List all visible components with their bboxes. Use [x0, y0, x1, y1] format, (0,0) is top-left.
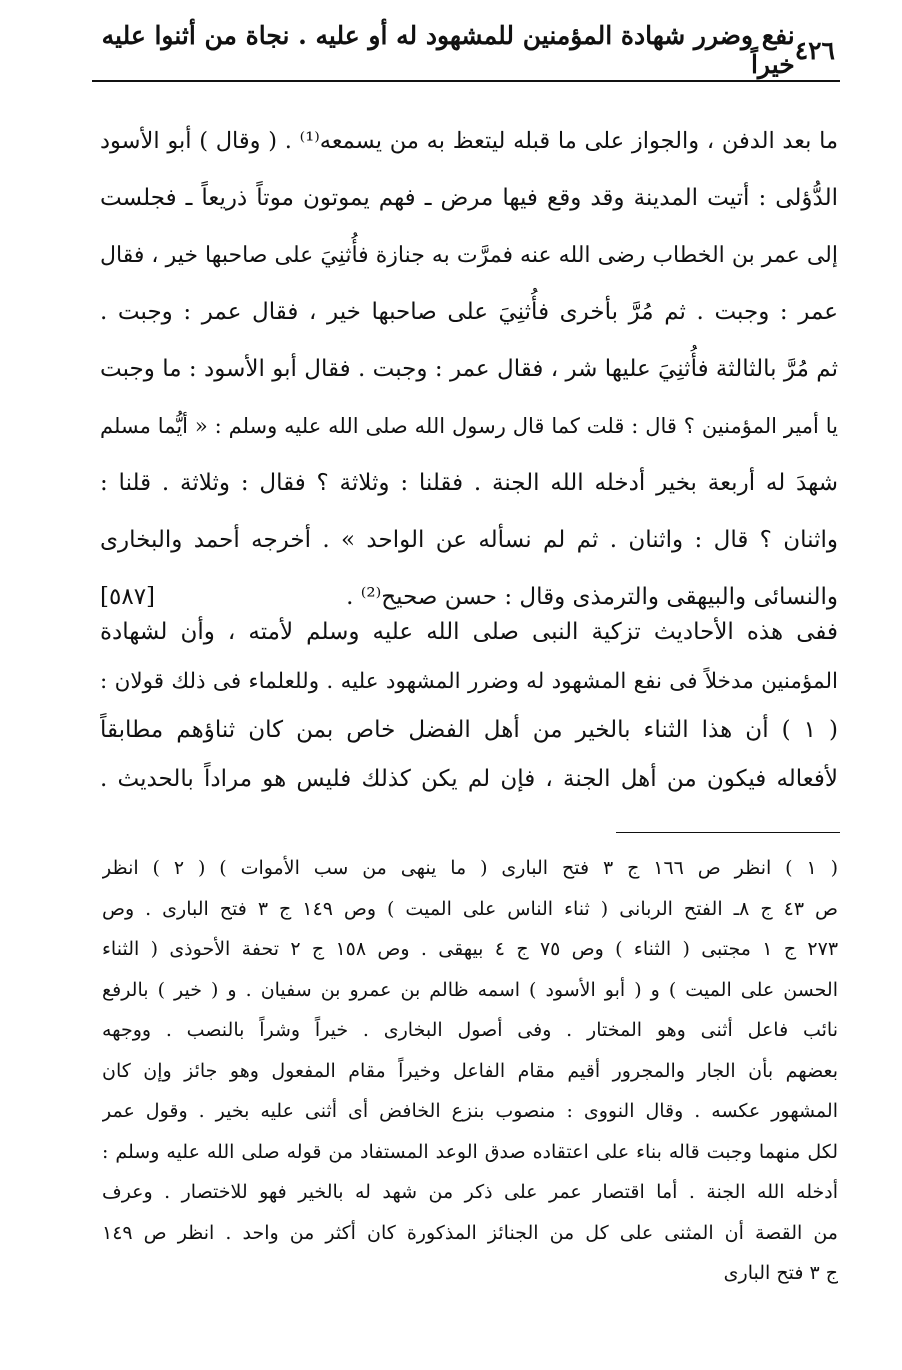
footnotes	[102, 848, 838, 1294]
footnote-line: نائب فاعل أثنى وهو المختار . وفى أصول البخارى . خيراً وشراً بالنصب . ووجهه	[102, 1019, 838, 1041]
commentary-line: ففى هذه الأحاديث تزكية النبى صلى الله عليه وسلم لأمته ، وأن لشهادة	[100, 619, 838, 645]
text-line: شهدَ له أربعة بخير أدخله الله الجنة . فقلنا : وثلاثة ؟ فقال : وثلاثة . قلنا :	[100, 470, 838, 496]
commentary-paragraph	[100, 608, 838, 804]
commentary-line: المؤمنين مدخلاً فى نفع المشهود له وضرر المشهود عليه . وللعلماء فى ذلك قولان :	[100, 669, 838, 694]
header-rule	[92, 80, 840, 82]
footnote-line: لكل منهما وجبت قاله بناء على اعتقاده صدق الوعد المستفاد من قوله صلى الله عليه وسلم :	[102, 1140, 838, 1163]
page-header	[95, 21, 835, 79]
footnote-line: أدخله الله الجنة . أما اقتصار عمر على ذكر من شهد له بالخير فهو للاختصار . وعرف	[102, 1181, 838, 1203]
footnote-line: الحسن على الميت ) و ( أبو الأسود ) اسمه ظالم بن عمرو بن سفيان . و ( خير ) بالرفع	[102, 978, 838, 1001]
text-line: إلى عمر بن الخطاب رضى الله عنه فمرَّت به جنازة فأُثنِيَ على صاحبها خير ، فقال	[100, 243, 838, 268]
text-line: يا أمير المؤمنين ؟ قال : قلت كما قال رسول الله صلى الله عليه وسلم : « أيُّما مسلم	[100, 414, 838, 438]
footnote-line: ( ١ ) انظر ص ١٦٦ ج ٣ فتح البارى ( ما ينهى من سب الأموات ) ( ٢ ) انظر	[102, 857, 838, 879]
commentary-line: لأفعاله فيكون من أهل الجنة ، فإن لم يكن كذلك فليس هو مراداً بالحديث .	[100, 766, 838, 792]
page-number: ٤٢٦	[794, 35, 835, 65]
running-title: نفع وضرر شهادة المؤمنين للمشهود له أو عليه . نجاة من أثنوا عليه خيراً	[101, 21, 795, 79]
footnote-line: من القصة أن المثنى على كل من الجنائز المذكورة كان أكثر من واحد . انظر ص ١٤٩	[102, 1221, 838, 1244]
footnote-line: المشهور عكسه . وقال النووى : منصوب بنزع الخافض أى أثنى عليه بخير . وقول عمر	[102, 1100, 838, 1122]
text-line: الدُّؤلى : أتيت المدينة وقد وقع فيها مرض ـ فهم يموتون موتاً ذريعاً ـ فجلست	[100, 185, 838, 211]
footnote-line: ص ٤٣ ج ٨ـ الفتح الربانى ( ثناء الناس على الميت ) وص ١٤٩ ج ٣ فتح البارى . وص	[102, 897, 838, 920]
text-line: ما بعد الدفن ، والجواز على ما قبله ليتعظ به من يسمعه⁽¹⁾ . ( وقال ) أبو الأسود	[100, 128, 838, 154]
hadith-reference-number: [٥٨٧]	[100, 584, 156, 610]
text-line: ثم مُرَّ بالثالثة فأُثنِيَ عليها شر ، فقال عمر : وجبت . فقال أبو الأسود : ما وجبت	[100, 356, 838, 382]
footnote-line: ٢٧٣ ج ١ مجتبى ( الثناء ) وص ٧٥ ج ٤ بيهقى . وص ١٥٨ ج ٢ تحفة الأحوذى ( الثناء	[102, 938, 838, 960]
hadith-text	[100, 113, 838, 626]
text-line-end: والنسائى والبيهقى والترمذى وقال : حسن صحيح⁽²⁾ .	[346, 584, 838, 610]
footnote-line: بعضهم بأن الجار والمجرور أقيم مقام الفاعل وخيراً مقام المفعول وهو جائز وإن كان	[102, 1059, 838, 1082]
footnote-separator	[616, 832, 840, 833]
footnote-line-last: ج ٣ فتح البارى	[723, 1262, 838, 1284]
commentary-line: ( ١ ) أن هذا الثناء بالخير من أهل الفضل خاص بمن كان ثناؤهم مطابقاً	[100, 717, 838, 743]
text-line: واثنان ؟ قال : واثنان . ثم لم نسأله عن الواحد » . أخرجه أحمد والبخارى	[100, 527, 838, 553]
text-line: عمر : وجبت . ثم مُرَّ بأخرى فأُثنِيَ على صاحبها خير ، فقال عمر : وجبت .	[100, 299, 838, 325]
